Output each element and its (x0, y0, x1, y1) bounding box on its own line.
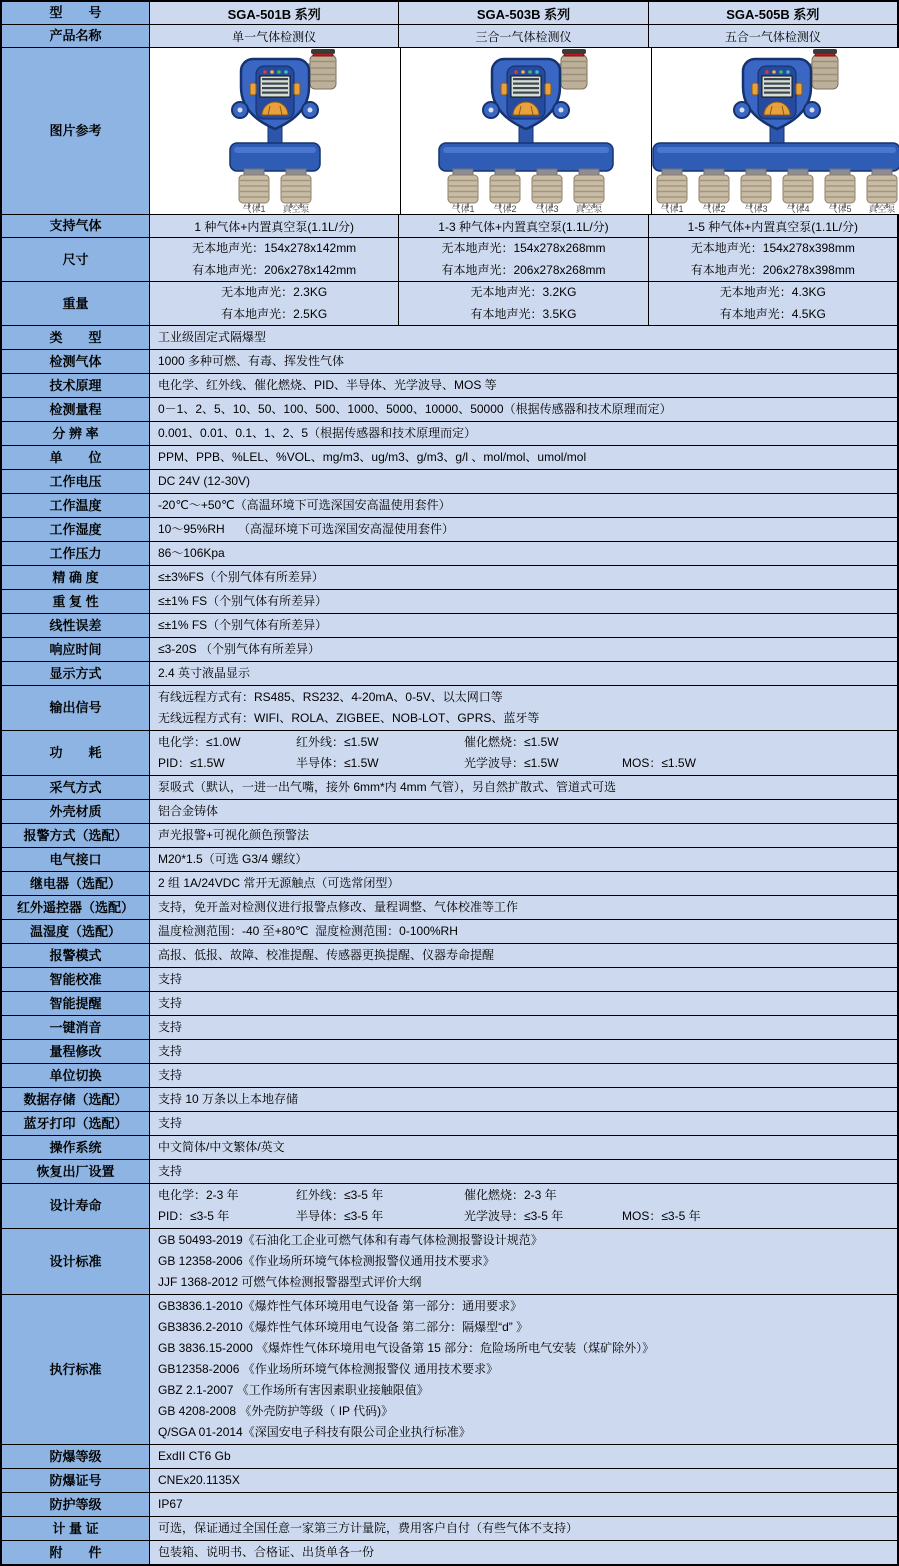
spec-label-cell: 执行标准 (2, 1295, 150, 1444)
spec-segment-line (158, 753, 889, 774)
spec-value-cell (150, 944, 897, 967)
spec-value-line: ≤3-20S （个别气体有所差异） (158, 642, 320, 656)
spec-value-cell (150, 638, 897, 661)
spec-row (2, 1184, 897, 1229)
spec-value-cell (150, 1064, 897, 1087)
spec-row (2, 776, 897, 800)
spec-value-cell (150, 1229, 897, 1294)
product-size-cell (399, 238, 648, 281)
spec-value-cell (150, 614, 897, 637)
spec-row (2, 518, 897, 542)
spec-label-cell: 数据存储（选配） (2, 1088, 150, 1111)
spec-label-cell: 尺寸 (2, 238, 150, 281)
spec-value-line: GB3836.1-2010《爆炸性气体环境用电气设备 第一部分：通用要求》 (158, 1299, 523, 1313)
spec-value-cell (150, 1469, 897, 1492)
spec-value-cell (150, 422, 897, 445)
spec-row (2, 992, 897, 1016)
spec-label-cell: 工作压力 (2, 542, 150, 565)
spec-row (2, 398, 897, 422)
product-model-cell: SGA-503B 系列 (399, 2, 648, 24)
spec-value-line: GB 12358-2006《作业场所环境气体检测报警仪通用技术要求》 (158, 1254, 495, 1268)
spec-value-cell (150, 1445, 897, 1468)
spec-label-cell: 单 位 (2, 446, 150, 469)
sensor-label: 真空泵 (868, 204, 896, 213)
spec-value-line: 10～95%RH （高湿环境下可选深国安高湿使用套件） (158, 522, 455, 536)
product-gas-cell: 1-5 种气体+内置真空泵(1.1L/分) (649, 215, 897, 237)
spec-value-cell (150, 872, 897, 895)
spec-value-cell (150, 731, 897, 775)
product-name-cell: 五合一气体检测仪 (649, 25, 897, 47)
spec-row (2, 1493, 897, 1517)
spec-value-line: 支持 (158, 1116, 183, 1130)
product-weight-cell (649, 282, 897, 325)
spec-value-line: M20*1.5（可选 G3/4 螺纹） (158, 852, 308, 866)
spec-segment: MOS：≤1.5W (622, 756, 696, 770)
spec-value-line: 支持 10 万条以上本地存储 (158, 1092, 299, 1106)
spec-value-line: PPM、PPB、%LEL、%VOL、mg/m3、ug/m3、g/m3、g/l 、mol/mol、umol/mol (158, 450, 587, 464)
spec-row (2, 848, 897, 872)
spec-value-cell (150, 968, 897, 991)
spec-value-line: 高报、低报、故障、校准提醒、传感器更换提醒、仪器寿命提醒 (158, 948, 495, 962)
spec-segment-line (158, 1206, 889, 1227)
spec-value-line: 0.001、0.01、0.1、1、2、5（根据传感器和技术原理而定） (158, 426, 477, 440)
spec-segment: MOS：≤3-5 年 (622, 1209, 701, 1223)
spec-value-line: 2 组 1A/24VDC 常开无源触点（可选常闭型） (158, 876, 400, 890)
sensor-label: 真空泵 (282, 204, 310, 213)
spec-value-line: -20℃～+50℃（高温环境下可选深国安高温使用套件） (158, 498, 451, 512)
spec-value-cell (150, 350, 897, 373)
row-weight (2, 282, 897, 326)
spec-label-cell: 计 量 证 (2, 1517, 150, 1540)
weight-line: 有本地声光：3.5KG (470, 306, 577, 321)
spec-value-line: 支持，免开盖对检测仪进行报警点修改、量程调整、气体校准等工作 (158, 900, 519, 914)
spec-value-line: 支持 (158, 1020, 183, 1034)
spec-label-cell: 工作温度 (2, 494, 150, 517)
product-model-cell: SGA-505B 系列 (649, 2, 897, 24)
spec-value-cell (150, 1160, 897, 1183)
spec-segment: 光学波导：≤3-5 年 (464, 1209, 564, 1223)
sensor-label: 气体2 (702, 204, 726, 213)
size-line: 有本地声光：206x278x142mm (192, 262, 357, 277)
product-weight-cell (399, 282, 648, 325)
spec-segment: 催化燃烧：≤1.5W (464, 735, 559, 749)
spec-row (2, 1160, 897, 1184)
spec-row (2, 1112, 897, 1136)
spec-value-line: CNEx20.1135X (158, 1473, 240, 1487)
size-line: 有本地声光：206x278x268mm (441, 262, 606, 277)
spec-row (2, 1136, 897, 1160)
spec-value-cell (150, 920, 897, 943)
spec-row (2, 1541, 897, 1564)
spec-value-cell (150, 686, 897, 730)
spec-value-cell (150, 1184, 897, 1228)
alarm-beacon-icon (561, 49, 587, 89)
spec-value-cell (150, 1088, 897, 1111)
spec-label-cell: 防爆等级 (2, 1445, 150, 1468)
spec-value-cell (150, 1040, 897, 1063)
spec-label-cell: 操作系统 (2, 1136, 150, 1159)
spec-row (2, 614, 897, 638)
spec-label-cell: 设计标准 (2, 1229, 150, 1294)
product-weight-cell (150, 282, 399, 325)
spec-row (2, 872, 897, 896)
spec-label-cell: 单位切换 (2, 1064, 150, 1087)
spec-label-cell: 产品名称 (2, 25, 150, 47)
weight-line: 有本地声光：2.5KG (221, 306, 328, 321)
spec-value-cell (150, 1541, 897, 1564)
row-supported-gases (2, 215, 897, 238)
sensor-label: 气体3 (535, 204, 559, 213)
spec-value-line: GB 50493-2019《石油化工企业可燃气体和有毒气体检测报警设计规范》 (158, 1233, 543, 1247)
spec-value-line: ≤±1% FS（个别气体有所差异） (158, 618, 328, 632)
spec-value-cell (150, 1112, 897, 1135)
spec-label-cell: 精 确 度 (2, 566, 150, 589)
spec-label-cell: 附 件 (2, 1541, 150, 1564)
spec-row (2, 662, 897, 686)
spec-value-line: 中文简体/中文繁体/英文 (158, 1140, 285, 1154)
spec-value-line: 铝合金铸体 (158, 804, 219, 818)
spec-row (2, 326, 897, 350)
weight-line: 无本地声光：4.3KG (719, 285, 826, 299)
spec-row (2, 470, 897, 494)
spec-row (2, 1445, 897, 1469)
spec-value-cell (150, 992, 897, 1015)
spec-row (2, 686, 897, 731)
spec-value-cell (150, 398, 897, 421)
spec-value-line: 泵吸式（默认，一进一出气嘴，接外 6mm*内 4mm 气管），另自然扩散式、管道式可选 (158, 780, 617, 794)
spec-row (2, 824, 897, 848)
spec-value-line: 支持 (158, 972, 183, 986)
sensor-label: 气体3 (744, 204, 768, 213)
row-dimensions (2, 238, 897, 282)
spec-value-line: 支持 (158, 1164, 183, 1178)
spec-value-line: GB12358-2006 《作业场所环境气体检测报警仪 通用技术要求》 (158, 1362, 499, 1376)
spec-value-cell (150, 662, 897, 685)
spec-row (2, 731, 897, 776)
spec-label-cell: 显示方式 (2, 662, 150, 685)
spec-row (2, 422, 897, 446)
spec-value-cell (150, 800, 897, 823)
product-name-cell: 三合一气体检测仪 (399, 25, 648, 47)
spec-value-cell (150, 374, 897, 397)
spec-value-cell (150, 542, 897, 565)
spec-label-cell: 设计寿命 (2, 1184, 150, 1228)
spec-value-line: Q/SGA 01-2014《深国安电子科技有限公司企业执行标准》 (158, 1425, 471, 1439)
size-line: 无本地声光：154x278x268mm (441, 241, 606, 255)
spec-value-line: GB3836.2-2010《爆炸性气体环境用电气设备 第二部分：隔爆型“d” 》 (158, 1320, 529, 1334)
spec-value-line: GBZ 2.1-2007 《工作场所有害因素职业接触限值》 (158, 1383, 429, 1397)
spec-label-cell: 防护等级 (2, 1493, 150, 1516)
spec-label-cell: 蓝牙打印（选配） (2, 1112, 150, 1135)
spec-label-cell: 型 号 (2, 2, 150, 24)
spec-label-cell: 电气接口 (2, 848, 150, 871)
weight-line: 无本地声光：3.2KG (470, 285, 577, 299)
sensor-label: 真空泵 (575, 204, 603, 213)
spec-row (2, 896, 897, 920)
spec-value-line: JJF 1368-2012 可燃气体检测报警器型式评价大纲 (158, 1275, 422, 1289)
spec-segment: 半导体：≤1.5W (296, 756, 379, 770)
gas-detector-illustration (401, 49, 651, 213)
gas-detector-illustration (652, 49, 899, 213)
size-line: 无本地声光：154x278x398mm (690, 241, 855, 255)
spec-segment: 电化学：2-3 年 (158, 1188, 239, 1202)
product-gas-cell: 1 种气体+内置真空泵(1.1L/分) (150, 215, 399, 237)
spec-value-cell (150, 848, 897, 871)
spec-value-cell (150, 824, 897, 847)
spec-value-line: 无线远程方式有：WIFI、ROLA、ZIGBEE、NOB-LOT、GPRS、蓝牙等 (158, 711, 540, 725)
spec-value-line: 86～106Kpa (158, 546, 225, 560)
spec-value-line: 支持 (158, 1068, 183, 1082)
spec-row (2, 350, 897, 374)
product-image-cell (652, 48, 899, 214)
spec-label-cell: 检测气体 (2, 350, 150, 373)
spec-value-cell (150, 470, 897, 493)
spec-segment: PID：≤1.5W (158, 756, 225, 770)
spec-row (2, 1469, 897, 1493)
spec-segment: 电化学：≤1.0W (158, 735, 241, 749)
spec-label-cell: 线性误差 (2, 614, 150, 637)
spec-row (2, 968, 897, 992)
spec-segment: 光学波导：≤1.5W (464, 756, 559, 770)
product-image-cell (401, 48, 652, 214)
spec-value-line: GB 4208-2008 《外壳防护等级（ IP 代码)》 (158, 1404, 394, 1418)
spec-label-cell: 工作湿度 (2, 518, 150, 541)
spec-segment: 催化燃烧：2-3 年 (464, 1188, 557, 1202)
spec-label-cell: 检测量程 (2, 398, 150, 421)
spec-value-line: 电化学、红外线、催化燃烧、PID、半导体、光学波导、MOS 等 (158, 378, 497, 392)
spec-value-line: ≤±3%FS（个别气体有所差异） (158, 570, 324, 584)
product-name-cell: 单一气体检测仪 (150, 25, 399, 47)
spec-row (2, 638, 897, 662)
spec-value-line: 2.4 英寸液晶显示 (158, 666, 251, 680)
spec-segment: PID：≤3-5 年 (158, 1209, 230, 1223)
sensor-label: 气体4 (786, 204, 810, 213)
product-gas-cell: 1-3 种气体+内置真空泵(1.1L/分) (399, 215, 648, 237)
spec-row (2, 446, 897, 470)
spec-row (2, 566, 897, 590)
spec-label-cell: 图片参考 (2, 48, 150, 214)
spec-row (2, 920, 897, 944)
spec-label-cell: 功 耗 (2, 731, 150, 775)
spec-label-cell: 智能校准 (2, 968, 150, 991)
spec-label-cell: 红外遥控器（选配） (2, 896, 150, 919)
spec-label-cell: 温湿度（选配） (2, 920, 150, 943)
spec-row (2, 800, 897, 824)
spec-value-cell (150, 1295, 897, 1444)
spec-label-cell: 报警模式 (2, 944, 150, 967)
alarm-beacon-icon (310, 49, 336, 89)
spec-label-cell: 类 型 (2, 326, 150, 349)
spec-label-cell: 输出信号 (2, 686, 150, 730)
spec-label-cell: 工作电压 (2, 470, 150, 493)
spec-value-line: ≤±1% FS（个别气体有所差异） (158, 594, 328, 608)
size-line: 有本地声光：206x278x398mm (690, 262, 855, 277)
spec-value-cell (150, 326, 897, 349)
sensor-label: 气体1 (660, 204, 684, 213)
spec-label-cell: 分 辨 率 (2, 422, 150, 445)
spec-value-line: DC 24V (12-30V) (158, 474, 251, 488)
spec-label-cell: 外壳材质 (2, 800, 150, 823)
spec-value-line: 有线远程方式有：RS485、RS232、4-20mA、0-5V、以太网口等 (158, 690, 503, 704)
row-model (2, 2, 897, 25)
weight-line: 无本地声光：2.3KG (221, 285, 328, 299)
spec-value-cell (150, 566, 897, 589)
spec-label-cell: 防爆证号 (2, 1469, 150, 1492)
sensor-label: 气体1 (242, 204, 266, 213)
sensor-label: 气体5 (828, 204, 852, 213)
spec-value-cell (150, 1136, 897, 1159)
spec-segment: 红外线：≤1.5W (296, 735, 379, 749)
spec-segment: 红外线：≤3-5 年 (296, 1188, 384, 1202)
row-product-name (2, 25, 897, 48)
product-model-cell: SGA-501B 系列 (150, 2, 399, 24)
spec-row (2, 1229, 897, 1295)
spec-value-cell (150, 518, 897, 541)
spec-row (2, 1064, 897, 1088)
spec-row (2, 1040, 897, 1064)
spec-label-cell: 支持气体 (2, 215, 150, 237)
spec-label-cell: 重量 (2, 282, 150, 325)
product-size-cell (150, 238, 399, 281)
spec-value-line: 0－1、2、5、10、50、100、500、1000、5000、10000、50000（根据传感器和技术原理而定） (158, 402, 672, 416)
spec-value-line: 支持 (158, 996, 183, 1010)
spec-row (2, 1517, 897, 1541)
product-size-cell (649, 238, 897, 281)
spec-value-line: 工业级固定式隔爆型 (158, 330, 267, 344)
spec-value-cell (150, 896, 897, 919)
spec-value-cell (150, 1016, 897, 1039)
row-image-reference (2, 48, 897, 215)
spec-value-line: ExdII CT6 Gb (158, 1449, 231, 1463)
alarm-beacon-icon (812, 49, 838, 89)
size-line: 无本地声光：154x278x142mm (192, 241, 357, 255)
spec-row (2, 542, 897, 566)
spec-label-cell: 智能提醒 (2, 992, 150, 1015)
spec-value-line: 温度检测范围：-40 至+80℃ 湿度检测范围：0-100%RH (158, 924, 458, 938)
spec-row (2, 944, 897, 968)
sensor-label: 气体2 (493, 204, 517, 213)
spec-value-cell (150, 494, 897, 517)
spec-label-cell: 报警方式（选配） (2, 824, 150, 847)
spec-value-line: 声光报警+可视化颜色预警法 (158, 828, 310, 842)
spec-row (2, 1016, 897, 1040)
spec-label-cell: 恢复出厂设置 (2, 1160, 150, 1183)
spec-value-cell (150, 446, 897, 469)
gas-detector-illustration (150, 49, 400, 213)
spec-label-cell: 量程修改 (2, 1040, 150, 1063)
spec-label-cell: 重 复 性 (2, 590, 150, 613)
product-image-cell (150, 48, 401, 214)
spec-value-cell (150, 1493, 897, 1516)
spec-value-cell (150, 1517, 897, 1540)
spec-label-cell: 采气方式 (2, 776, 150, 799)
spec-segment-line (158, 732, 889, 753)
spec-segment: 半导体：≤3-5 年 (296, 1209, 384, 1223)
spec-row (2, 374, 897, 398)
spec-value-line: 可选，保证通过全国任意一家第三方计量院，费用客户自付（有些气体不支持） (158, 1521, 579, 1535)
spec-value-cell (150, 590, 897, 613)
weight-line: 有本地声光：4.5KG (719, 306, 826, 321)
spec-value-line: 1000 多种可燃、有毒、挥发性气体 (158, 354, 345, 368)
spec-value-line: 支持 (158, 1044, 183, 1058)
spec-row (2, 494, 897, 518)
spec-value-line: 包装箱、说明书、合格证、出货单各一份 (158, 1545, 375, 1559)
spec-row (2, 1088, 897, 1112)
spec-row (2, 1295, 897, 1445)
spec-segment-line (158, 1185, 889, 1206)
spec-value-line: IP67 (158, 1497, 183, 1511)
spec-label-cell: 响应时间 (2, 638, 150, 661)
spec-label-cell: 技术原理 (2, 374, 150, 397)
spec-value-line: GB 3836.15-2000 《爆炸性气体环境用电气设备第 15 部分：危险场所电气安装（煤矿除外）》 (158, 1341, 655, 1355)
spec-label-cell: 继电器（选配） (2, 872, 150, 895)
spec-row (2, 590, 897, 614)
spec-label-cell: 一键消音 (2, 1016, 150, 1039)
spec-value-cell (150, 776, 897, 799)
sensor-label: 气体1 (451, 204, 475, 213)
